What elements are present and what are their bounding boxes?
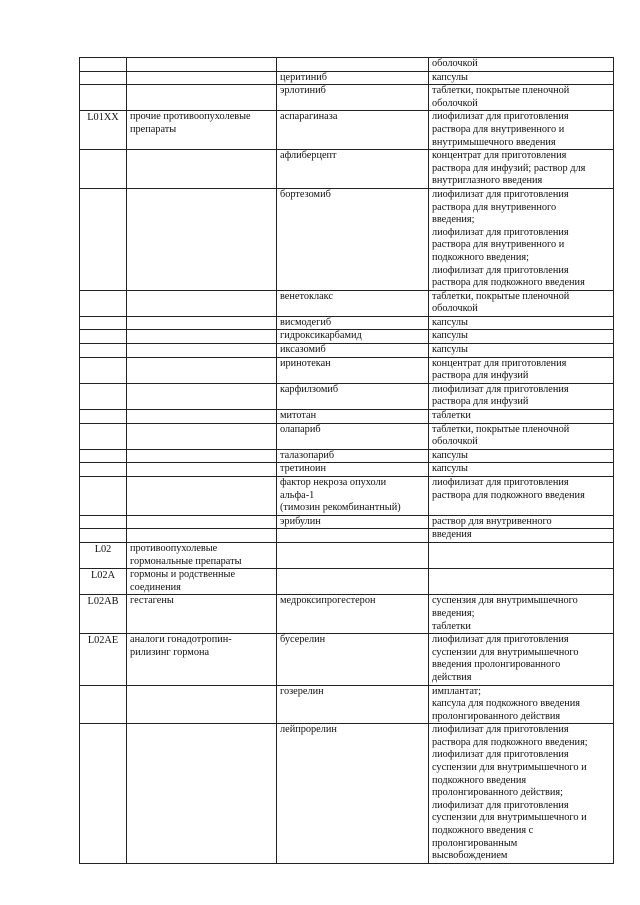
table-row: [80, 569, 614, 595]
atc-code-cell: L02AE: [80, 634, 127, 685]
drug-name-cell: гидроксикарбамид: [277, 330, 429, 344]
group-name-cell: [127, 423, 277, 449]
dosage-form-cell: введения: [429, 529, 614, 543]
atc-code-cell: [80, 529, 127, 543]
drug-name-cell: фактор некроза опухоли альфа-1 (тимозин рекомбинантный): [277, 477, 429, 516]
drug-name-cell: талазопариб: [277, 449, 429, 463]
group-name-cell: [127, 85, 277, 111]
group-name-cell: [127, 724, 277, 864]
group-name-cell: гормоны и родственные соединения: [127, 569, 277, 595]
atc-code-cell: [80, 463, 127, 477]
atc-code-cell: [80, 477, 127, 516]
drug-name-cell: висмодегиб: [277, 316, 429, 330]
drug-name-cell: афлиберцепт: [277, 150, 429, 189]
dosage-form-cell: таблетки, покрытые пленочной оболочкой: [429, 85, 614, 111]
group-name-cell: [127, 515, 277, 529]
atc-code-cell: [80, 290, 127, 316]
group-name-cell: противоопухолевые гормональные препараты: [127, 542, 277, 568]
table-row: [80, 634, 614, 685]
atc-code-cell: L02AB: [80, 595, 127, 634]
drug-name-cell: карфилзомиб: [277, 383, 429, 409]
table-row: [80, 316, 614, 330]
dosage-form-cell: капсулы: [429, 449, 614, 463]
atc-code-cell: [80, 71, 127, 85]
drug-name-cell: бортезомиб: [277, 188, 429, 290]
drug-name-cell: митотан: [277, 410, 429, 424]
table-row: [80, 724, 614, 864]
drug-name-cell: иринотекан: [277, 357, 429, 383]
dosage-form-cell: имплантат; капсула для подкожного введения пролонгированного действия: [429, 685, 614, 724]
drug-name-cell: лейпрорелин: [277, 724, 429, 864]
dosage-form-cell: капсулы: [429, 344, 614, 358]
atc-code-cell: [80, 410, 127, 424]
atc-code-cell: [80, 724, 127, 864]
drug-name-cell: [277, 542, 429, 568]
atc-code-cell: [80, 449, 127, 463]
dosage-form-cell: лиофилизат для приготовления раствора для подкожного введения: [429, 477, 614, 516]
dosage-form-cell: лиофилизат для приготовления раствора для внутривенного введения; лиофилизат для приготовления раствора для внутривенного и подкожного введения; лиофилизат для приготовления раствора для подкожного введения: [429, 188, 614, 290]
atc-code-cell: [80, 383, 127, 409]
atc-code-cell: [80, 344, 127, 358]
atc-code-cell: L01XX: [80, 111, 127, 150]
dosage-form-cell: таблетки: [429, 410, 614, 424]
atc-code-cell: [80, 58, 127, 72]
atc-code-cell: [80, 423, 127, 449]
drug-table: [79, 57, 614, 864]
drug-name-cell: аспарагиназа: [277, 111, 429, 150]
drug-name-cell: гозерелин: [277, 685, 429, 724]
dosage-form-cell: концентрат для приготовления раствора для инфузий: [429, 357, 614, 383]
drug-name-cell: иксазомиб: [277, 344, 429, 358]
table-row: [80, 542, 614, 568]
group-name-cell: гестагены: [127, 595, 277, 634]
group-name-cell: [127, 58, 277, 72]
dosage-form-cell: капсулы: [429, 316, 614, 330]
drug-name-cell: эрибулин: [277, 515, 429, 529]
drug-list-page: [79, 57, 613, 864]
drug-name-cell: олапариб: [277, 423, 429, 449]
group-name-cell: [127, 188, 277, 290]
atc-code-cell: [80, 85, 127, 111]
dosage-form-cell: лиофилизат для приготовления раствора для подкожного введения; лиофилизат для приготовления суспензии для внутримышечного и подкожного введения пролонгированного действия; лиофилизат для приготовления суспензии для внутримышечного и подкожного введения с пролонгированным высвобождением: [429, 724, 614, 864]
group-name-cell: [127, 71, 277, 85]
dosage-form-cell: концентрат для приготовления раствора для инфузий; раствор для внутриглазного введения: [429, 150, 614, 189]
atc-code-cell: [80, 150, 127, 189]
table-row: [80, 463, 614, 477]
table-row: [80, 330, 614, 344]
group-name-cell: [127, 316, 277, 330]
table-row: [80, 595, 614, 634]
drug-name-cell: бусерелин: [277, 634, 429, 685]
table-row: [80, 477, 614, 516]
table-row: [80, 188, 614, 290]
group-name-cell: [127, 463, 277, 477]
dosage-form-cell: лиофилизат для приготовления раствора для инфузий: [429, 383, 614, 409]
dosage-form-cell: таблетки, покрытые пленочной оболочкой: [429, 290, 614, 316]
dosage-form-cell: оболочкой: [429, 58, 614, 72]
table-row: [80, 111, 614, 150]
group-name-cell: [127, 344, 277, 358]
dosage-form-cell: капсулы: [429, 330, 614, 344]
atc-code-cell: L02A: [80, 569, 127, 595]
dosage-form-cell: [429, 542, 614, 568]
table-row: [80, 383, 614, 409]
table-row: [80, 357, 614, 383]
atc-code-cell: [80, 515, 127, 529]
dosage-form-cell: таблетки, покрытые пленочной оболочкой: [429, 423, 614, 449]
group-name-cell: [127, 449, 277, 463]
group-name-cell: [127, 290, 277, 316]
drug-name-cell: венетоклакс: [277, 290, 429, 316]
table-row: [80, 150, 614, 189]
group-name-cell: [127, 383, 277, 409]
table-row: [80, 529, 614, 543]
table-row: [80, 71, 614, 85]
table-row: [80, 423, 614, 449]
group-name-cell: [127, 330, 277, 344]
drug-name-cell: [277, 529, 429, 543]
drug-name-cell: [277, 58, 429, 72]
atc-code-cell: [80, 330, 127, 344]
atc-code-cell: L02: [80, 542, 127, 568]
group-name-cell: [127, 529, 277, 543]
drug-name-cell: церитиниб: [277, 71, 429, 85]
table-row: [80, 85, 614, 111]
atc-code-cell: [80, 188, 127, 290]
atc-code-cell: [80, 685, 127, 724]
dosage-form-cell: лиофилизат для приготовления суспензии для внутримышечного введения пролонгированного действия: [429, 634, 614, 685]
group-name-cell: [127, 685, 277, 724]
table-row: [80, 515, 614, 529]
table-row: [80, 58, 614, 72]
dosage-form-cell: лиофилизат для приготовления раствора для внутривенного и внутримышечного введения: [429, 111, 614, 150]
group-name-cell: [127, 477, 277, 516]
group-name-cell: аналоги гонадотропин- рилизинг гормона: [127, 634, 277, 685]
atc-code-cell: [80, 316, 127, 330]
table-row: [80, 449, 614, 463]
drug-name-cell: третиноин: [277, 463, 429, 477]
dosage-form-cell: раствор для внутривенного: [429, 515, 614, 529]
dosage-form-cell: капсулы: [429, 463, 614, 477]
group-name-cell: [127, 410, 277, 424]
table-row: [80, 290, 614, 316]
dosage-form-cell: суспензия для внутримышечного введения; таблетки: [429, 595, 614, 634]
table-row: [80, 410, 614, 424]
dosage-form-cell: [429, 569, 614, 595]
group-name-cell: [127, 150, 277, 189]
dosage-form-cell: капсулы: [429, 71, 614, 85]
drug-name-cell: эрлотиниб: [277, 85, 429, 111]
group-name-cell: [127, 357, 277, 383]
table-row: [80, 344, 614, 358]
table-row: [80, 685, 614, 724]
drug-name-cell: медроксипрогестерон: [277, 595, 429, 634]
drug-name-cell: [277, 569, 429, 595]
atc-code-cell: [80, 357, 127, 383]
group-name-cell: прочие противоопухолевые препараты: [127, 111, 277, 150]
drug-table-body: [80, 58, 614, 864]
